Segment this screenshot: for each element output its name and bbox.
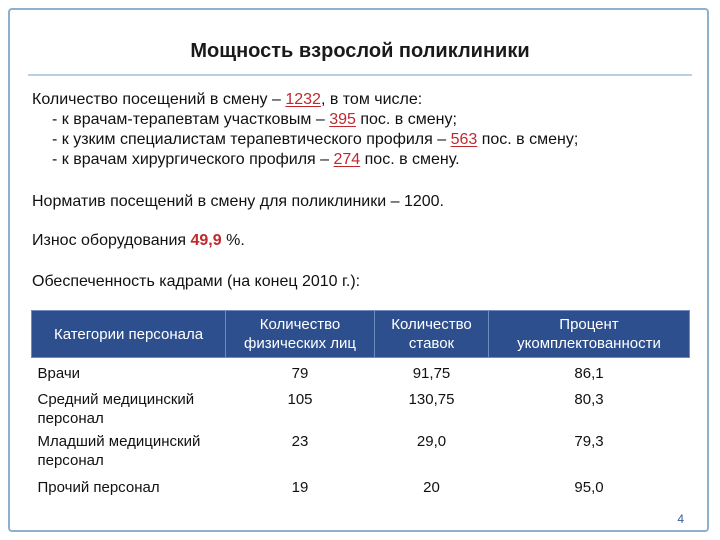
equipment-wear-unit: %. [221, 232, 245, 249]
staffing-heading: Обеспеченность кадрами (на конец 2010 г.): [32, 273, 361, 290]
staffing-table [31, 310, 690, 502]
individuals-cell: 105 [287, 391, 313, 408]
visits-item-value: 274 [333, 151, 361, 168]
visits-item-label: - к узким специалистам терапевтического профиля – [52, 131, 451, 148]
visits-item-label: - к врачам-терапевтам участковым – [52, 111, 330, 128]
visits-total-value: 1232 [285, 91, 321, 108]
category-cell: Средний медицинский персонал [37, 391, 195, 427]
visits-item-unit: пос. в смену. [360, 151, 460, 168]
individuals-cell: 79 [291, 364, 309, 382]
title-divider [28, 74, 692, 76]
table-header-row [32, 311, 690, 358]
page-number: 4 [677, 512, 684, 526]
staffing-percent-cell: 80,3 [574, 391, 604, 408]
column-header: Процент укомплектованности [489, 311, 690, 358]
visits-item-label: - к врачам хирургического профиля – [52, 151, 334, 168]
staffing-percent-cell: 86,1 [574, 364, 604, 382]
positions-cell: 29,0 [416, 433, 447, 450]
individuals-cell: 19 [291, 478, 309, 496]
table-row [32, 430, 690, 472]
table-row [32, 388, 690, 430]
positions-cell: 91,75 [412, 364, 451, 382]
equipment-wear [32, 231, 245, 251]
visits-item-value: 563 [450, 131, 478, 148]
visits-item-unit: пос. в смену; [477, 131, 579, 148]
column-header: Количество ставок [375, 311, 489, 358]
staffing-percent-cell: 95,0 [574, 478, 604, 496]
category-cell: Врачи [37, 364, 81, 382]
column-header: Количество физических лиц [226, 311, 375, 358]
equipment-wear-value: 49,9 [190, 232, 222, 249]
visits-norm: Норматив посещений в смену для поликлиники – 1200. [32, 193, 444, 210]
visits-item-value: 395 [329, 111, 356, 128]
table-row [32, 472, 690, 502]
visits-total-prefix: Количество посещений в смену – [32, 91, 286, 108]
positions-cell: 130,75 [408, 391, 455, 408]
column-header: Категории персонала [32, 311, 226, 358]
category-cell: Прочий персонал [37, 478, 160, 496]
individuals-cell: 23 [291, 433, 309, 450]
visits-item-unit: пос. в смену; [355, 111, 457, 128]
visits-item [52, 110, 457, 130]
page-title: Мощность взрослой поликлиники [190, 40, 530, 62]
visits-total-suffix: , в том числе: [320, 91, 423, 108]
table-row [32, 358, 690, 389]
visits-total-line [32, 90, 422, 110]
visits-item [52, 130, 578, 150]
positions-cell: 20 [423, 478, 440, 496]
visits-item [52, 150, 460, 170]
staffing-percent-cell: 79,3 [574, 433, 604, 450]
equipment-wear-label: Износ оборудования [32, 232, 191, 249]
category-cell: Младший медицинский персонал [37, 433, 201, 469]
